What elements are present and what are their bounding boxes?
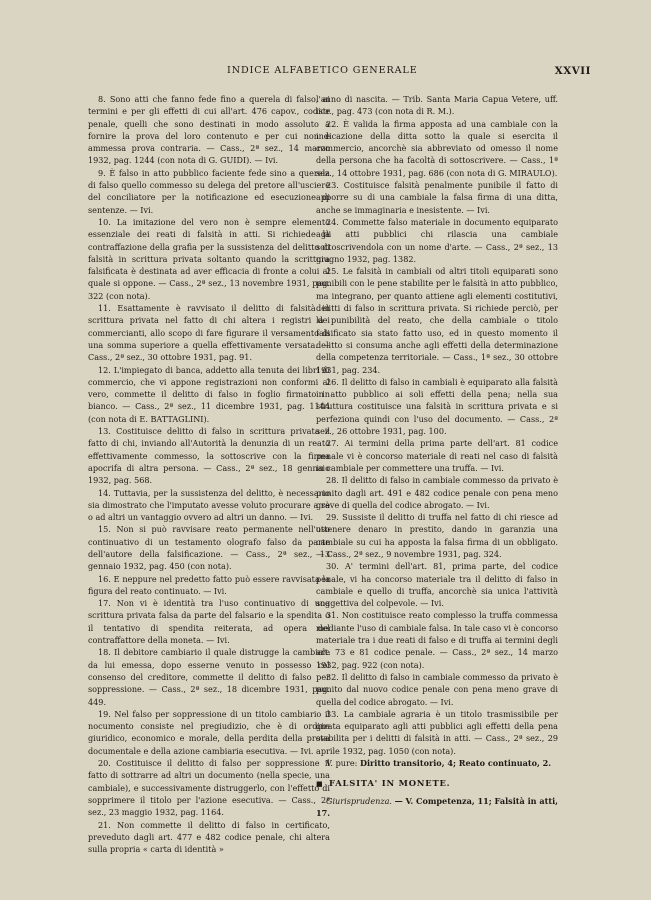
entry-16: 16. E neppure nel predetto fatto può essere ravvisata la figura del reato continuato. — Ivi. bbox=[88, 573, 330, 596]
entry-17: 17. Non vi è identità tra l'uso continuativo di una scrittura privata falsa da parte del falsario e la spendita o il tentativo di spendita reiterata, ad opera del contraffattore della moneta. — Ivi. bbox=[88, 598, 330, 646]
page-number: XXVII bbox=[554, 65, 591, 77]
entry-14: 14. Tuttavia, per la sussistenza del delitto, è necessario sia dimostrato che l'imputato avesse voluto procurare a sè o ad altri un vantaggio ovvero ad altri un danno. — Ivi. bbox=[88, 487, 330, 523]
entry-24: 24. Commette falso materiale in documento equiparato agli atti pubblici chi rilascia una cambiale sottoscrivendola con un nome d'arte. — Cass., 2ª sez., 13 giugno 1932, pag. 1382. bbox=[316, 216, 558, 264]
entry-9: 9. È falso in atto pubblico faciente fede sino a querela di falso quello commesso su delega del pretore all'usciere del conciliatore per la notificazione ed esecuzione di sentenze. — Ivi. bbox=[88, 167, 330, 215]
entry-26: 26. Il delitto di falso in cambiali è equiparato alla falsità in atto pubblico ai soli effetti della pena; nella sua struttura costituisce una falsità in scrittura privata e si perfeziona quindi con l'uso del documento. — Cass., 2ª sez., 26 ottobre 1931, pag. 100. bbox=[316, 376, 558, 437]
section-heading bbox=[316, 777, 558, 789]
section-title: FALSITA' IN MONETE. bbox=[329, 778, 451, 789]
entry-27: 27. Ai termini della prima parte dell'art. 81 codice penale vi è concorso materiale di reati nel caso di falsità in cambiale per commettere una truffa. — Ivi. bbox=[316, 438, 558, 473]
square-bullet-icon bbox=[316, 777, 323, 784]
left-column bbox=[88, 93, 330, 855]
entry-32: 32. Il delitto di falso in cambiale commesso da privato è punito dal nuovo codice penale con pena meno grave di quella del codice abrogato. — Ivi. bbox=[316, 671, 558, 707]
entry-30: 30. A' termini dell'art. 81, prima parte, del codice penale, vi ha concorso materiale tra il delitto di falso in cambiale e quello di truffa, ancorchè sia unica l'attività soggettiva del colpevole. — Ivi. bbox=[316, 561, 558, 609]
page-header bbox=[92, 65, 591, 79]
entry-19: 19. Nel falso per soppressione di un titolo cambiario il nocumento consiste nel pregiudizio, che è di ordine giuridico, economico e morale, della perdita della prova documentale e della azione cambiaria esecutiva. — Ivi. bbox=[88, 708, 330, 756]
entry-15: 15. Non si può ravvisare reato permanente nell'uso continuativo di un testamento olografo falso da parte dell'autore della falsificazione. — Cass., 2ª sez., 13 gennaio 1932, pag. 450 (con nota). bbox=[88, 524, 330, 572]
entry-21: 21. Non commette il delitto di falso in certificato, preveduto dagli art. 477 e 482 codice penale, chi altera sulla propria « carta di identità » bbox=[88, 819, 330, 855]
entry-8: 8. Sono atti che fanno fede fino a querela di falso, ai termini e per gli effetti di cui all'art. 476 capov., codice penale, quelli che sono destinati in modo assoluto a fornire la prova del loro contenuto e per cui non è ammessa prova contraria. — Cass., 2ª sez., 14 marzo 1932, pag. 1244 (con nota di G. GUIDI). — Ivi. bbox=[88, 94, 330, 166]
right-column bbox=[316, 93, 558, 819]
entry-21-continued: l'anno di nascita. — Trib. Santa Maria Capua Vetere, uff. istr., pag. 473 (con nota di R. M.). bbox=[316, 94, 558, 117]
section-entry bbox=[316, 795, 558, 820]
see-also-prefix: V. pure: bbox=[326, 758, 358, 769]
section-text: — V. Competenza, 11; Falsità in atti, 17. bbox=[316, 795, 558, 818]
see-also-text: Diritto transitorio, 4; Reato continuato, 2. bbox=[359, 758, 552, 769]
entry-20: 20. Costituisce il delitto di falso per soppressione il fatto di sottrarre ad altri un documento (nella specie, una cambiale), e successivamente distruggerlo, con l'effetto di sopprimere il titolo per l'azione esecutiva. — Cass., 2ª sez., 23 maggio 1932, pag. 1164. bbox=[88, 758, 330, 818]
entry-12: 12. L'impiegato di banca, addetto alla tenuta dei libri di commercio, che vi appone registrazioni non conformi al vero, commette il delitto di falso in foglio firmato in bianco. — Cass., 2ª sez., 11 dicembre 1931, pag. 1144 (con nota di E. BATTAGLINI). bbox=[88, 364, 330, 424]
entry-25: 25. Le falsità in cambiali od altri titoli equiparati sono punibili con le pene stabilite per le falsità in atto pubblico, ma integrano, per quanto attiene agli elementi costitutivi, delitti di falso in scrittura privata. Si richiede perciò, per la punibilità del reato, che della cambiale o titolo falsificato sia stato fatto uso, ed in questo momento il delitto si consuma anche agli effetti della determinazione della competenza territoriale. — Cass., 1ª sez., 30 ottobre 1931, pag. 234. bbox=[316, 266, 558, 375]
entry-11: 11. Esattamente è ravvisato il delitto di falsità in scrittura privata nel fatto di chi altera i registri dei commercianti, allo scopo di fare figurare il versamento di una somma superiore a quella effettivamente versata. — Cass., 2ª sez., 30 ottobre 1931, pag. 91. bbox=[88, 303, 330, 363]
entry-23: 23. Costituisce falsità penalmente punibile il fatto di apporre su di una cambiale la falsa firma di una ditta, anche se immaginaria e inesistente. — Ivi. bbox=[316, 180, 558, 215]
section-label: Giurisprudenza. bbox=[326, 795, 392, 806]
entry-29: 29. Sussiste il delitto di truffa nel fatto di chi riesce ad ottenere denaro in prestito, dando in garanzia una cambiale su cui ha apposta la falsa firma di un obbligato. — Cass., 2ª sez., 9 novembre 1931, pag. 324. bbox=[316, 512, 558, 559]
entry-10: 10. La imitazione del vero non è sempre elemento essenziale dei reati di falsità in atti. Si richiede la contraffazione della grafia per la sussistenza del delitto di falsità in scrittura privata soltanto quando la scrittura falsificata è destinata ad aver efficacia di fronte a colui al quale si oppone. — Cass., 2ª sez., 13 novembre 1931, pag. 322 (con nota). bbox=[88, 216, 330, 301]
entry-13: 13. Costituisce delitto di falso in scrittura privata il fatto di chi, inviando all'Autorità la denunzia di un reato effettivamente commesso, la sottoscrive con la firma apocrifa di altra persona. — Cass., 2ª sez., 18 gennaio 1932, pag. 568. bbox=[88, 426, 330, 486]
entry-28: 28. Il delitto di falso in cambiale commesso da privato è punito dagli art. 491 e 482 codice penale con pena meno grave di quella del codice abrogato. — Ivi. bbox=[316, 475, 558, 510]
entry-22: 22. È valida la firma apposta ad una cambiale con la indicazione della ditta sotto la quale si esercita il commercio, ancorchè sia abbreviato od omesso il nome della persona che ha facoltà di sottoscrivere. — Cass., 1ª sez., 14 ottobre 1931, pag. 686 (con nota di G. MIRAULO). bbox=[316, 118, 558, 178]
entry-31: 31. Non costituisce reato complesso la truffa commessa mediante l'uso di cambiale falsa. In tale caso vi è concorso materiale tra i due reati di falso e di truffa ai termini degli art. 73 e 81 codice penale. — Cass., 2ª sez., 14 marzo 1932, pag. 922 (con nota). bbox=[316, 610, 558, 670]
see-also bbox=[316, 757, 558, 769]
entry-33: 33. La cambiale agraria è un titolo trasmissibile per girata equiparato agli atti pubblici agli effetti della pena stabilita per i delitti di falsità in atti. — Cass., 2ª sez., 29 aprile 1932, pag. 1050 (con nota). bbox=[316, 708, 558, 756]
entry-18: 18. Il debitore cambiario il quale distrugge la cambiale da lui emessa, dopo esserne venuto in possesso col consenso del creditore, commette il delitto di falso per soppressione. — Cass., 2ª sez., 18 dicembre 1931, pag. 449. bbox=[88, 647, 330, 707]
running-title: INDICE ALFABETICO GENERALE bbox=[227, 65, 418, 76]
